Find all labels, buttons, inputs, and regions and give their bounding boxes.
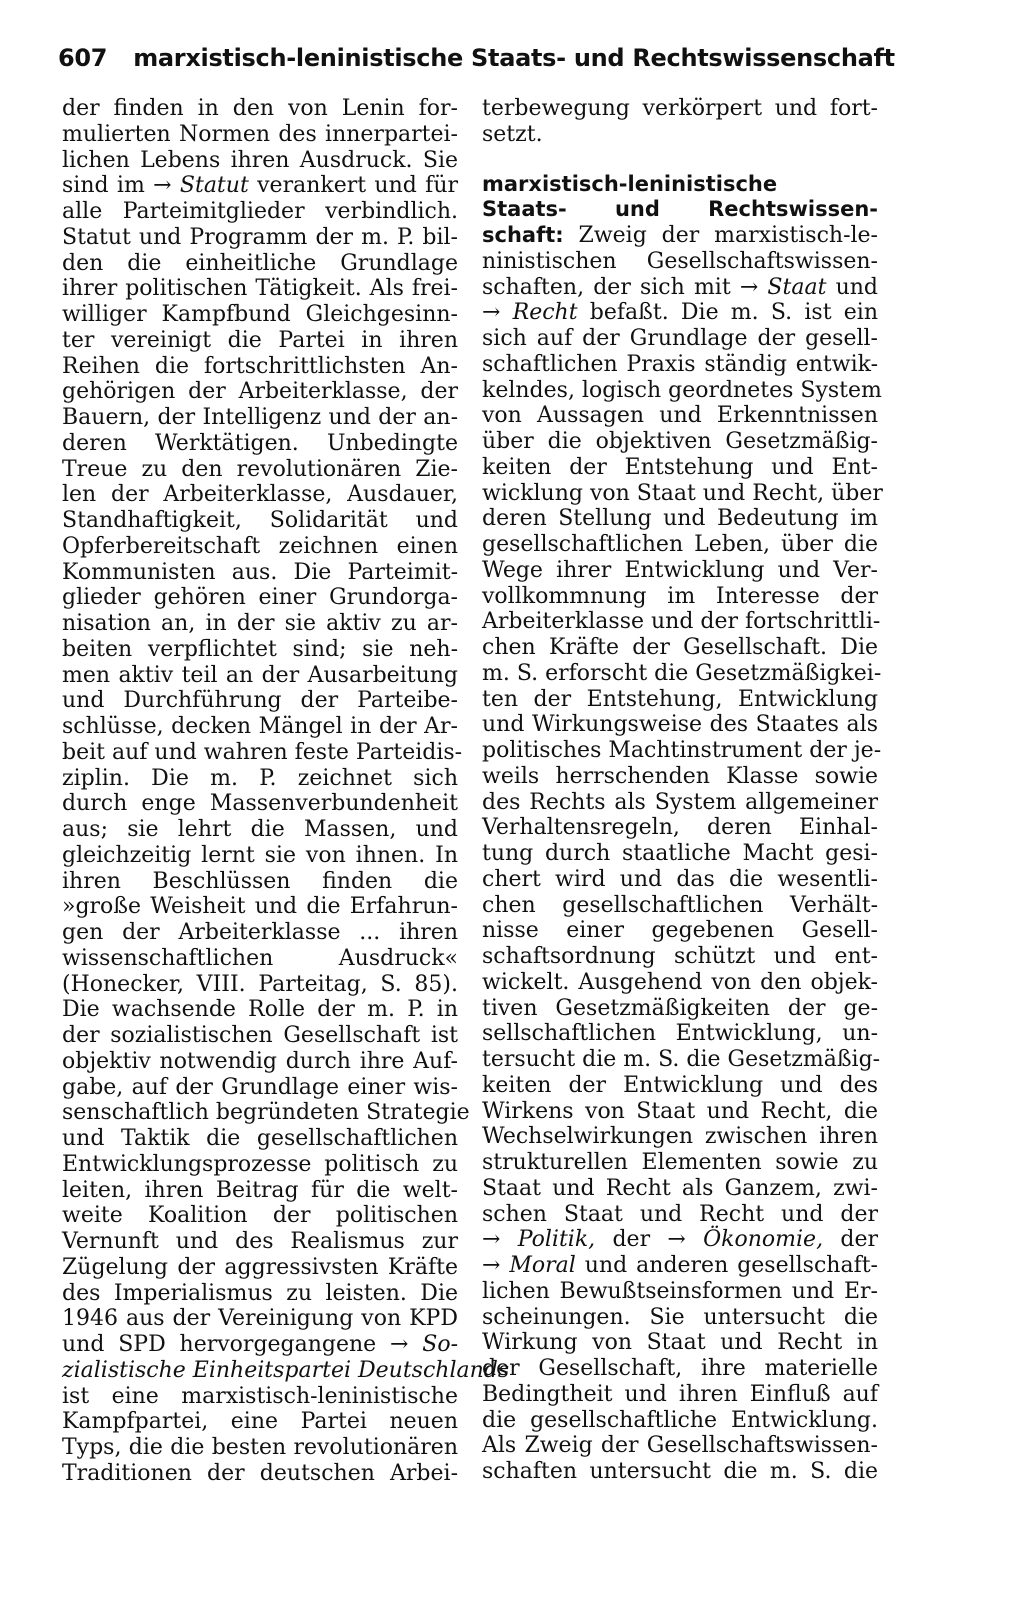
text-run: Arbeiterklasse und der fortschrittli- (482, 609, 881, 635)
text-run: gen der Arbeiterklasse ... ihren (62, 920, 458, 945)
text-line (482, 687, 878, 713)
text-line (482, 558, 878, 584)
text-line (62, 560, 458, 586)
text-run: schaften, der sich mit → (482, 274, 768, 300)
text-run: gabe, auf der Grundlage einer wis- (62, 1074, 458, 1100)
text-line (482, 352, 878, 378)
page-number: 607 (58, 44, 108, 72)
text-run: Traditionen der deutschen Arbei- (62, 1460, 458, 1486)
text-run: vollkommnung im Interesse der (482, 583, 878, 609)
text-run: gehörigen der Arbeiterklasse, der (62, 379, 458, 405)
text-run: gesellschaftlichen Leben, über die (482, 532, 878, 557)
text-line (62, 920, 458, 946)
text-run: lichen Lebens ihren Ausdruck. Sie (62, 147, 458, 173)
running-header (58, 44, 895, 72)
text-line (62, 1409, 458, 1435)
text-run: Kampfpartei, eine Partei neuen (62, 1409, 458, 1435)
text-run: ihrer politischen Tätigkeit. Als frei- (62, 276, 458, 302)
text-run: setzt. (482, 121, 543, 147)
text-run: Die wachsende Rolle der m. P. in (62, 997, 458, 1023)
text-line (62, 482, 458, 508)
text-run: weils herrschenden Klasse sowie (482, 763, 878, 789)
text-line (62, 96, 458, 122)
text-run: len der Arbeiterklasse, Ausdauer, (62, 482, 458, 508)
text-line (482, 326, 878, 352)
text-line (482, 1202, 878, 1228)
text-run: ist eine marxistisch-leninistische (62, 1383, 458, 1409)
text-run: der (823, 1227, 878, 1253)
text-line (482, 893, 878, 919)
cross-reference: Staat (767, 274, 827, 300)
text-line (62, 1023, 458, 1049)
text-line (482, 506, 878, 532)
text-line (482, 1330, 878, 1356)
text-line (482, 584, 878, 610)
entry-definition-text: Zweig der marxistisch-le- (563, 223, 878, 248)
text-run: keiten der Entstehung und Ent- (482, 454, 878, 480)
cross-reference: Recht (512, 300, 578, 326)
running-title: marxistisch-leninistische Staats- und Rechtswissenschaft (133, 44, 895, 72)
text-run: senschaftlich begründeten Strategie (62, 1100, 470, 1126)
text-line (482, 1356, 878, 1382)
text-line (482, 712, 878, 738)
text-line (62, 1306, 458, 1332)
text-line (62, 997, 458, 1023)
text-line (482, 944, 878, 970)
text-line (62, 1357, 510, 1384)
text-line (62, 276, 458, 302)
text-run: chen Kräfte der Gesellschaft. Die (482, 635, 878, 660)
text-line (62, 637, 458, 663)
text-run: Standhaftigkeit, Solidarität und (62, 508, 458, 533)
cross-reference: Moral (509, 1253, 576, 1278)
text-run: wickelt. Ausgehend von den objek- (482, 969, 878, 995)
text-line (62, 1461, 458, 1487)
text-run: deren Werktätigen. Unbedingte (62, 430, 458, 456)
text-run: williger Kampfbund Gleichgesinn- (62, 302, 458, 327)
text-line (482, 480, 883, 507)
text-line (482, 1459, 878, 1485)
text-line (62, 791, 458, 817)
text-line (482, 790, 878, 816)
cross-reference: zialistische Einheitspartei Deutschlands (62, 1357, 510, 1383)
text-line (482, 970, 878, 996)
text-line (62, 1255, 458, 1281)
cross-reference: Statut (179, 173, 249, 199)
text-run: über die objektiven Gesetzmäßig- (482, 429, 878, 454)
text-run: und Taktik die gesellschaftlichen (62, 1126, 458, 1151)
text-run: m. S. erforscht die Gesetzmäßigkei- (482, 660, 882, 686)
text-line (62, 405, 458, 431)
text-line (62, 843, 458, 869)
text-run: chen gesellschaftlichen Verhält- (482, 892, 878, 918)
text-run: → (482, 1253, 510, 1278)
text-line (62, 148, 458, 174)
text-line (62, 688, 458, 714)
text-run: aus; sie lehrt die Massen, und (62, 817, 458, 842)
text-line (62, 431, 458, 457)
text-line (62, 817, 458, 843)
text-line (62, 663, 458, 689)
text-line (482, 300, 878, 326)
text-line (62, 611, 458, 637)
text-line (482, 1279, 878, 1305)
text-run: schaftlichen Praxis ständig entwik- (482, 351, 878, 377)
text-line (62, 379, 458, 405)
text-line (62, 1384, 458, 1410)
text-run: ziplin. Die m. P. zeichnet sich (62, 765, 458, 791)
text-line (482, 1253, 878, 1279)
text-line (62, 173, 458, 199)
text-run: »große Weisheit und die Erfahrun- (62, 894, 458, 920)
right-column (482, 96, 883, 1485)
text-run: beiten verpflichtet sind; sie neh- (62, 636, 458, 662)
text-line (62, 1435, 458, 1461)
text-run: leiten, ihren Beitrag für die welt- (62, 1177, 458, 1203)
text-run: Bauern, der Intelligenz und der an- (62, 405, 458, 430)
text-line (482, 96, 878, 122)
text-run: tiven Gesetzmäßigkeiten der ge- (482, 995, 878, 1021)
entry-heading-word: Rechtswissen- (708, 197, 878, 222)
text-run: der → (595, 1227, 704, 1253)
text-line (482, 996, 878, 1022)
entry-definition-start (482, 223, 878, 249)
text-run: Wirkung von Staat und Recht in (482, 1330, 878, 1356)
text-run: ten der Entstehung, Entwicklung (482, 686, 878, 712)
text-run: Staat und Recht als Ganzem, zwi- (482, 1175, 878, 1201)
text-run: mulierten Normen des innerpartei- (62, 121, 458, 147)
text-line (62, 1203, 458, 1229)
text-line (62, 1332, 458, 1358)
text-run: der sozialistischen Gesellschaft ist (62, 1023, 458, 1048)
text-line (62, 766, 458, 792)
text-run: verankert und für (248, 173, 458, 199)
text-run: → (482, 300, 513, 326)
text-run: ninistischen Gesellschaftswissen- (482, 248, 878, 274)
text-line (62, 1100, 470, 1126)
right-column-continuation (482, 96, 878, 148)
text-line (482, 918, 878, 944)
entry-heading-line-1 (482, 172, 878, 198)
text-line (62, 714, 458, 740)
text-run: politisches Machtinstrument der je- (482, 738, 882, 763)
text-run: und Durchführung der Parteibe- (62, 688, 458, 714)
text-run: → (482, 1227, 518, 1253)
text-line (482, 429, 878, 455)
text-run: Entwicklungsprozesse politisch zu (62, 1151, 458, 1177)
text-line (482, 1150, 878, 1176)
text-line (62, 1075, 458, 1101)
text-line (482, 122, 878, 148)
entry-heading-text: marxistisch-leninistische (482, 171, 778, 196)
entry-heading-end: schaft: (482, 223, 564, 247)
text-run: lichen Bewußtseinsformen und Er- (482, 1278, 878, 1304)
left-column (62, 96, 510, 1487)
text-run: beit auf und wahren feste Parteidis- (62, 739, 463, 765)
text-run: Opferbereitschaft zeichnen einen (62, 533, 458, 559)
text-run: Als Zweig der Gesellschaftswissen- (482, 1433, 878, 1459)
text-line (482, 1176, 878, 1202)
text-line (62, 1152, 458, 1178)
text-line (482, 249, 878, 275)
text-run: glieder gehören einer Grundorga- (62, 585, 458, 611)
text-run: 1946 aus der Vereinigung von KPD (62, 1306, 458, 1332)
entry-heading-word: Staats- (482, 197, 567, 222)
text-line (482, 532, 878, 558)
text-line (62, 534, 458, 560)
text-line (62, 122, 458, 148)
text-run: schlüsse, decken Mängel in der Ar- (62, 714, 458, 739)
text-line (62, 894, 458, 920)
entry-heading-word: und (614, 197, 660, 222)
text-line (482, 1382, 878, 1408)
text-line (482, 1408, 878, 1434)
text-run: Wechselwirkungen zwischen ihren (482, 1124, 878, 1150)
text-run: und SPD hervorgegangene → (62, 1332, 423, 1357)
text-run: nisation an, in der sie aktiv zu ar- (62, 611, 458, 636)
text-run: Wirkens von Staat und Recht, die (482, 1098, 878, 1124)
text-run: tersucht die m. S. die Gesetzmäßig- (482, 1047, 881, 1072)
text-run: nisse einer gegebenen Gesell- (482, 918, 878, 944)
text-line (482, 1099, 878, 1125)
text-run: des Imperialismus zu leisten. Die (62, 1280, 458, 1306)
text-run: der Gesellschaft, ihre materielle (482, 1356, 878, 1381)
text-run: schaften untersucht die m. S. die (482, 1459, 878, 1484)
text-line (482, 867, 878, 893)
text-line (482, 1433, 878, 1459)
text-line (62, 508, 458, 534)
text-run: Bedingtheit und ihren Einfluß auf (482, 1381, 878, 1407)
text-line (482, 455, 878, 481)
text-line (482, 609, 881, 635)
cross-reference: Politik, (517, 1227, 596, 1253)
text-line (62, 1281, 458, 1307)
text-line (62, 946, 458, 972)
text-run: terbewegung verkörpert und fort- (482, 96, 878, 121)
text-line (482, 403, 878, 429)
text-run: Zügelung der aggressivsten Kräfte (62, 1254, 458, 1280)
text-line (482, 660, 882, 687)
text-line (62, 225, 458, 251)
text-run: Verhaltensregeln, deren Einhal- (482, 815, 878, 841)
entry-spacer (482, 148, 878, 170)
text-run: und Wirkungsweise des Staates als (482, 712, 878, 738)
text-line (62, 302, 458, 328)
text-line (482, 738, 882, 764)
text-run: und anderen gesellschaft- (575, 1253, 878, 1278)
text-line (482, 1021, 878, 1047)
text-run: durch enge Massenverbundenheit (62, 791, 458, 817)
text-line (62, 354, 458, 380)
text-line (62, 1049, 458, 1075)
text-line (482, 1073, 878, 1099)
text-line (62, 457, 458, 483)
text-run: weite Koalition der politischen (62, 1203, 458, 1229)
text-run: sich auf der Grundlage der gesell- (482, 326, 878, 351)
text-line (482, 1124, 878, 1150)
text-line (62, 1178, 458, 1204)
text-run: Kommunisten aus. Die Parteimit- (62, 559, 458, 585)
text-line (482, 841, 878, 867)
text-line (482, 377, 882, 404)
text-run: der finden in den von Lenin for- (62, 96, 458, 121)
text-line (62, 199, 458, 225)
text-run: des Rechts als System allgemeiner (482, 789, 878, 815)
text-run: ter vereinigt die Partei in ihren (62, 327, 458, 353)
text-line (62, 972, 458, 998)
text-line (482, 635, 878, 661)
text-run: die gesellschaftliche Entwicklung. (482, 1407, 878, 1433)
text-run: tung durch staatliche Macht gesi- (482, 841, 878, 866)
text-run: den die einheitliche Grundlage (62, 250, 458, 276)
text-run: wicklung von Staat und Recht, über (482, 480, 883, 506)
text-run: Wege ihrer Entwicklung und Ver- (482, 557, 878, 583)
text-run: schaftsordnung schützt und ent- (482, 944, 878, 969)
text-run: (Honecker, VIII. Parteitag, S. 85). (62, 971, 458, 997)
text-line (482, 764, 878, 790)
text-line (482, 1047, 881, 1073)
text-run: Typs, die die besten revolutionären (62, 1435, 458, 1460)
text-line (482, 815, 878, 841)
text-line (62, 1229, 458, 1255)
text-run: Reihen die fortschrittlichsten An- (62, 353, 458, 379)
text-line (482, 1227, 878, 1253)
text-run: von Aussagen und Erkenntnissen (482, 403, 878, 429)
entry-heading (482, 172, 878, 249)
text-run: chert wird und das die wesentli- (482, 866, 878, 892)
entry-heading-line-2 (482, 197, 878, 223)
text-line (62, 739, 463, 766)
text-line (62, 585, 458, 611)
text-run: men aktiv teil an der Ausarbeitung (62, 662, 458, 688)
text-line (482, 1305, 878, 1331)
text-line (62, 328, 458, 354)
text-run: Treue zu den revolutionären Zie- (62, 456, 458, 482)
text-run: gleichzeitig lernt sie von ihnen. In (62, 842, 458, 868)
text-run: scheinungen. Sie untersucht die (482, 1304, 878, 1330)
cross-reference: Ökonomie, (703, 1227, 824, 1253)
text-line (62, 1126, 458, 1152)
cross-reference: So- (422, 1332, 458, 1357)
text-run: sellschaftlichen Entwicklung, un- (482, 1021, 878, 1047)
text-run: kelndes, logisch geordnetes System (482, 377, 882, 403)
text-run: deren Stellung und Bedeutung im (482, 506, 878, 532)
text-run: schen Staat und Recht und der (482, 1201, 878, 1227)
text-run: alle Parteimitglieder verbindlich. (62, 199, 458, 224)
text-run: Vernunft und des Realismus zur (62, 1229, 458, 1254)
text-run: objektiv notwendig durch ihre Auf- (62, 1048, 458, 1074)
text-run: ihren Beschlüssen finden die (62, 868, 458, 894)
text-run: keiten der Entwicklung und des (482, 1072, 878, 1098)
text-line (482, 275, 878, 301)
text-line (62, 869, 458, 895)
text-run: strukturellen Elementen sowie zu (482, 1150, 878, 1175)
text-run: wissenschaftlichen Ausdruck« (62, 945, 458, 971)
text-run: befaßt. Die m. S. ist ein (577, 300, 878, 326)
text-line (62, 251, 458, 277)
text-run: Statut und Programm der m. P. bil- (62, 224, 458, 250)
text-run: und (826, 274, 878, 300)
entry-body (482, 248, 883, 1485)
text-run: sind im → (62, 173, 180, 199)
